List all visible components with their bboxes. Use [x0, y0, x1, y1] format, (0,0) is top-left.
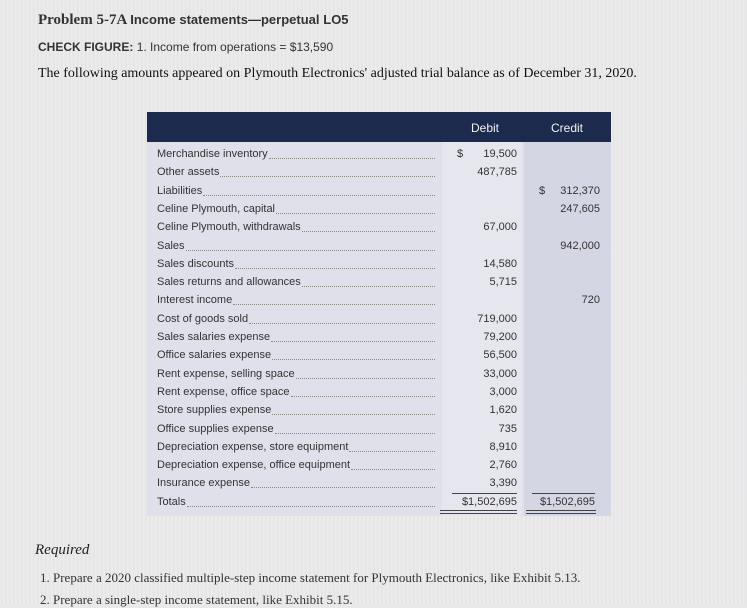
account-label: Store supplies expense [157, 404, 272, 417]
debit-amount: 56,500 [483, 349, 517, 362]
debit-amount: 79,200 [483, 331, 517, 343]
table-row [147, 368, 611, 381]
leader-dots [187, 506, 435, 507]
required-item-2: 2. Prepare a single-step income statement, like Exhibit 5.15. [40, 592, 353, 607]
debit-amount: 33,000 [483, 367, 517, 380]
table-row [147, 386, 611, 399]
leader-dots [271, 341, 435, 342]
leader-dots [269, 158, 435, 159]
table-row [147, 404, 611, 417]
leader-dots [351, 469, 435, 470]
problem-number: Problem 5-7A [38, 12, 127, 28]
debit-amount: 719,000 [477, 312, 517, 325]
account-label: Sales salaries expense [157, 331, 271, 343]
account-label: Office supplies expense [157, 422, 274, 435]
debit-amount: 1,620 [489, 404, 517, 417]
leader-dots [275, 433, 435, 434]
check-figure-value: 1. Income from operations = $13,590 [136, 40, 334, 54]
debit-dollar-sign: $ [457, 148, 464, 160]
table-row [147, 185, 611, 198]
problem-topic: Income statements—perpetual [130, 12, 320, 27]
account-label: Liabilities [157, 184, 203, 197]
table-row [147, 349, 611, 362]
leader-dots [296, 378, 435, 379]
account-label: Depreciation expense, office equipment [157, 459, 351, 472]
account-label: Totals [157, 495, 186, 508]
account-label: Depreciation expense, store equipment [157, 440, 349, 453]
required-heading: Required [35, 542, 90, 558]
debit-amount: 2,760 [489, 459, 517, 472]
credit-dollar-sign: $ [539, 184, 546, 197]
check-figure-label: CHECK FIGURE: [38, 40, 134, 54]
account-label: Other assets [157, 166, 220, 179]
learning-objective: LO5 [323, 12, 349, 27]
account-label: Sales [157, 239, 185, 252]
table-row [147, 148, 611, 161]
credit-double-rule [526, 510, 596, 514]
account-label: Celine Plymouth, capital [157, 202, 276, 215]
credit-amount: 247,605 [560, 202, 600, 215]
debit-amount: 67,000 [483, 221, 517, 234]
debit-total-rule [452, 493, 517, 494]
debit-amount: 735 [498, 422, 517, 435]
trial-balance-table [147, 112, 611, 516]
credit-amount: 312,370 [560, 184, 600, 197]
debit-double-rule [440, 510, 517, 514]
leader-dots [276, 213, 435, 214]
table-row [147, 221, 611, 234]
table-header [147, 112, 611, 142]
account-label: Insurance expense [157, 477, 250, 490]
problem-intro: The following amounts appeared on Plymouth Electronics' adjusted trial balance as of December 31, 2020. [38, 66, 637, 81]
leader-dots [302, 231, 435, 232]
totals-row [147, 496, 611, 509]
account-label: Rent expense, office space [157, 385, 290, 398]
table-row [147, 294, 611, 307]
table-row [147, 477, 611, 490]
debit-amount: $1,502,695 [461, 495, 517, 508]
account-label: Cost of goods sold [157, 312, 249, 325]
table-row [147, 203, 611, 216]
credit-amount: $1,502,695 [539, 495, 595, 508]
debit-amount: 3,390 [489, 477, 517, 490]
account-label: Interest income [157, 294, 233, 307]
table-row [147, 313, 611, 326]
leader-dots [203, 195, 435, 196]
problem-title [38, 12, 349, 29]
table-row [147, 459, 611, 472]
table-row [147, 166, 611, 179]
leader-dots [349, 451, 435, 452]
account-label: Office salaries expense [157, 349, 272, 362]
account-label: Rent expense, selling space [157, 367, 295, 380]
account-label: Sales returns and allowances [157, 276, 301, 289]
credit-amount: 720 [581, 294, 600, 307]
credit-amount: 942,000 [560, 239, 600, 252]
debit-amount: 8,910 [489, 440, 517, 453]
debit-amount: 5,715 [489, 276, 517, 289]
credit-total-rule [532, 493, 595, 494]
check-figure [38, 40, 333, 54]
leader-dots [186, 250, 435, 251]
leader-dots [272, 359, 435, 360]
leader-dots [233, 304, 435, 305]
account-label: Merchandise inventory [157, 148, 268, 160]
leader-dots [291, 396, 435, 397]
table-row [147, 331, 611, 344]
leader-dots [220, 176, 435, 177]
table-row [147, 423, 611, 436]
account-label: Celine Plymouth, withdrawals [157, 221, 301, 234]
account-label: Sales discounts [157, 257, 235, 270]
leader-dots [251, 487, 435, 488]
leader-dots [302, 286, 435, 287]
leader-dots [249, 323, 435, 324]
table-row [147, 276, 611, 289]
table-row [147, 441, 611, 454]
leader-dots [235, 268, 435, 269]
debit-amount: 19,500 [483, 148, 517, 160]
debit-header: Debit [470, 121, 499, 135]
leader-dots [272, 414, 435, 415]
credit-header: Credit [550, 121, 583, 135]
debit-amount: 487,785 [477, 166, 517, 179]
table-row [147, 240, 611, 253]
debit-amount: 3,000 [489, 385, 517, 398]
table-row [147, 258, 611, 271]
required-item-1: 1. Prepare a 2020 classified multiple-step income statement for Plymouth Electronics, like Exhibit 5.13. [40, 570, 581, 585]
debit-amount: 14,580 [483, 257, 517, 270]
